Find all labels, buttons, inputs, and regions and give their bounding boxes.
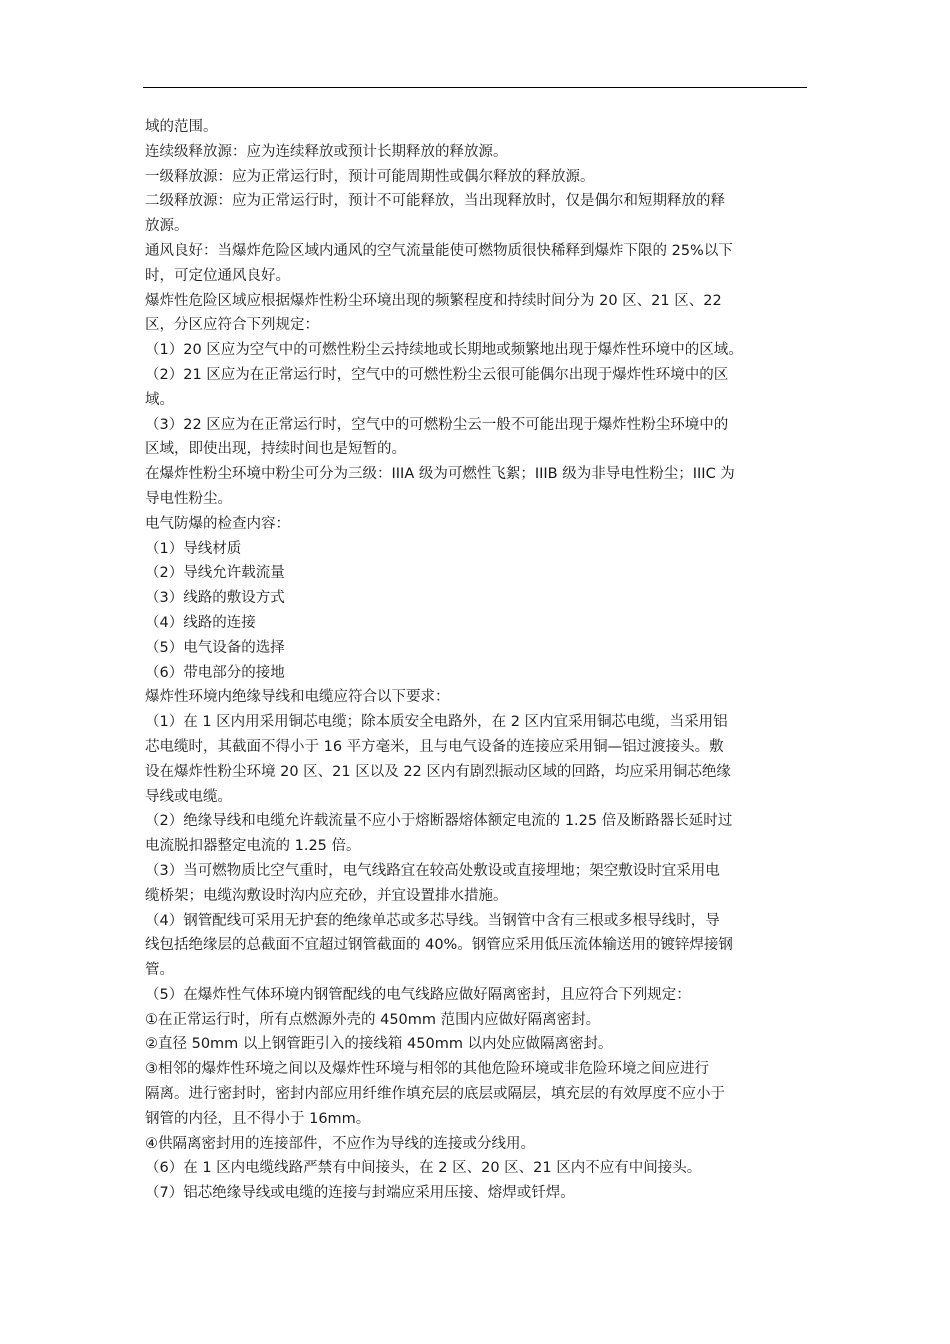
text-line: 域的范围。 <box>145 119 218 135</box>
text-line: 放源。 <box>145 218 189 235</box>
text-line: （3）线路的敷设方式 <box>145 590 285 607</box>
text-line: （6）带电部分的接地 <box>145 664 285 681</box>
text-line: （4）钢管配线可采用无护套的绝缘单芯或多芯导线。当钢管中含有三根或多根导线时，导 <box>145 912 720 929</box>
text-line: 一级释放源：应为正常运行时，预计可能周期性或偶尔释放的释放源。 <box>145 168 595 185</box>
text-line: 管。 <box>145 962 174 979</box>
text-line: 线包括绝缘层的总截面不宜超过钢管截面的 40%。钢管应采用低压流体输送用的镀锌焊接钢 <box>145 937 733 954</box>
text-line: （2）导线允许载流量 <box>145 565 285 582</box>
text-line: ②直径 50mm 以上钢管距引入的接线箱 450mm 以内处应做隔离密封。 <box>145 1036 613 1053</box>
text-line: 区，分区应符合下列规定： <box>145 317 319 334</box>
text-line: 设在爆炸性粉尘环境 20 区、21 区以及 22 区内有剧烈振动区域的回路，均应采用铜芯绝缘 <box>145 763 731 780</box>
text-line: （4）线路的连接 <box>145 614 256 631</box>
text-line: 爆炸性环境内绝缘导线和电缆应符合以下要求： <box>145 689 450 706</box>
text-line: 区域，即使出现，持续时间也是短暂的。 <box>145 441 406 458</box>
text-line: 芯电缆时，其截面不得小于 16 平方毫米，且与电气设备的连接应采用铜—铝过渡接头。敷 <box>145 738 724 755</box>
text-line: ③相邻的爆炸性环境之间以及爆炸性环境与相邻的其他危险环境或非危险环境之间应进行 <box>145 1061 709 1078</box>
text-line: （3）22 区应为在正常运行时，空气中的可燃粉尘云一般不可能出现于爆炸性粉尘环境中的 <box>145 416 729 433</box>
text-line: 通风良好：当爆炸危险区域内通风的空气流量能使可燃物质很快稀释到爆炸下限的 25%以下 <box>145 242 733 259</box>
text-line: 二级释放源：应为正常运行时，预计不可能释放，当出现释放时，仅是偶尔和短期释放的释 <box>145 193 725 210</box>
text-line: （1）20 区应为空气中的可燃性粉尘云持续地或长期地或频繁地出现于爆炸性环境中的区域。 <box>145 342 743 359</box>
text-line: 导线或电缆。 <box>145 788 232 805</box>
text-line: 电气防爆的检查内容： <box>145 515 290 532</box>
text-line: （1）在 1 区内用采用铜芯电缆；除本质安全电路外，在 2 区内宜采用铜芯电缆，当采用铝 <box>145 714 728 731</box>
text-line: 隔离。进行密封时，密封内部应用纤维作填充层的底层或隔层，填充层的有效厚度不应小于 <box>145 1086 725 1103</box>
text-line: （3）当可燃物质比空气重时，电气线路宜在较高处敷设或直接埋地；架空敷设时宜采用电 <box>145 862 720 879</box>
text-line: 导电性粉尘。 <box>145 490 232 507</box>
text-line: 电流脱扣器整定电流的 1.25 倍。 <box>145 838 361 855</box>
text-line: （2）绝缘导线和电缆允许载流量不应小于熔断器熔体额定电流的 1.25 倍及断路器长延时过 <box>145 813 733 830</box>
text-line: 缆桥架；电缆沟敷设时沟内应充砂，并宜设置排水措施。 <box>145 887 508 904</box>
text-line: 在爆炸性粉尘环境中粉尘可分为三级：IIIA 级为可燃性飞絮；IIIB 级为非导电性粉尘；IIIC 为 <box>145 466 735 483</box>
text-line: 域。 <box>145 391 174 408</box>
text-line: 钢管的内径，且不得小于 16mm。 <box>145 1110 371 1127</box>
text-line: 爆炸性危险区域应根据爆炸性粉尘环境出现的频繁程度和持续时间分为 20 区、21 区、22 <box>145 292 722 309</box>
text-line: ①在正常运行时，所有点燃源外壳的 450mm 范围内应做好隔离密封。 <box>145 1011 601 1028</box>
text-line: 时，可定位通风良好。 <box>145 267 290 284</box>
text-line: ④供隔离密封用的连接部件，不应作为导线的连接或分线用。 <box>145 1135 535 1152</box>
text-line: （7）铝芯绝缘导线或电缆的连接与封端应采用压接、熔焊或钎焊。 <box>145 1185 575 1202</box>
header-rule <box>143 87 807 88</box>
text-line: （1）导线材质 <box>145 540 242 557</box>
text-line: （5）在爆炸性气体环境内钢管配线的电气线路应做好隔离密封，且应符合下列规定： <box>145 986 691 1003</box>
text-line: （6）在 1 区内电缆线路严禁有中间接头，在 2 区、20 区、21 区内不应有中间接头。 <box>145 1160 702 1177</box>
document-body <box>145 115 809 1206</box>
text-line: 连续级释放源：应为连续释放或预计长期释放的释放源。 <box>145 143 508 160</box>
text-line: （5）电气设备的选择 <box>145 639 285 656</box>
text-line: （2）21 区应为在正常运行时，空气中的可燃性粉尘云很可能偶尔出现于爆炸性环境中的区 <box>145 366 729 383</box>
